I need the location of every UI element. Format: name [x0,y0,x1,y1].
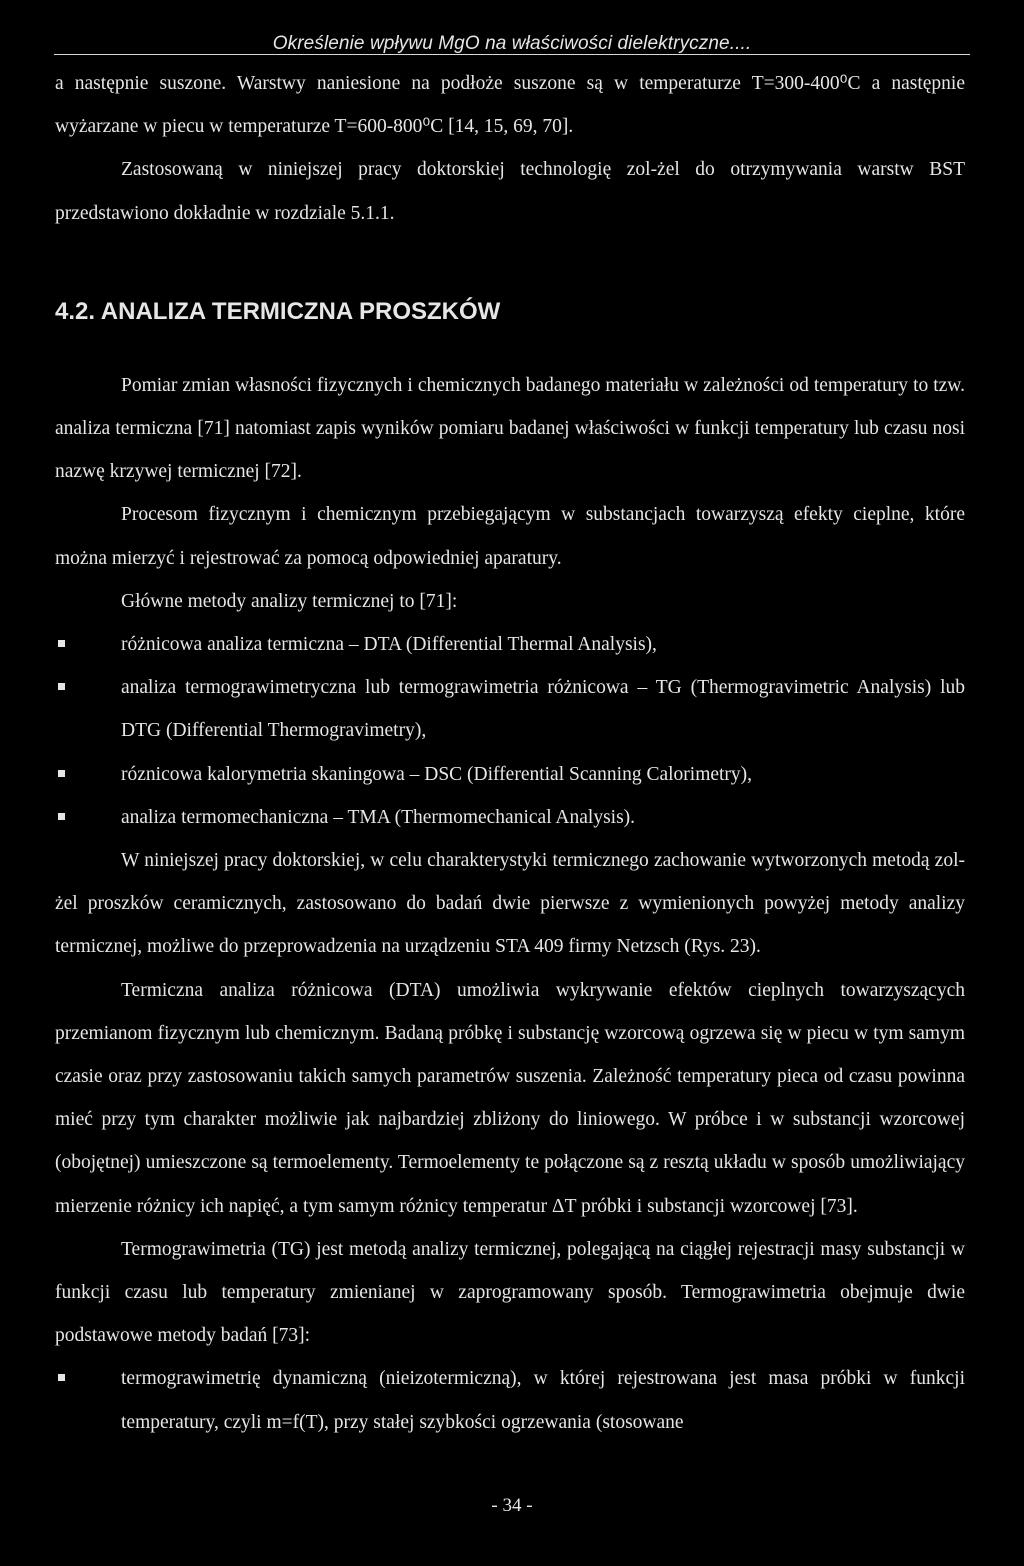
section-paragraph-5: Termiczna analiza różnicowa (DTA) umożliwia wykrywanie efektów cieplnych towarzyszących przemianom fizycznym lub chemicznym. Badaną próbkę i substancję wzorcową ogrzewa się w piecu w tym samym czasie oraz przy zastosowaniu takich samych parametrów suszenia. Zależność temperatury pieca od czasu powinna mieć przy tym charakter możliwie jak najbardziej zbliżony do liniowego. W próbce i w substancji wzorcowej (obojętnej) umieszczone są termoelementy. Termoelementy te połączone są z resztą układu w sposób umożliwiający mierzenie różnicy ich napięć, a tym samym różnicy temperatur ΔT próbki i substancji wzorcowej [73]. [55,979,965,1217]
intro-paragraph-2: Zastosowaną w niniejszej pracy doktorskiej technologię zol-żel do otrzymywania warstw BST przedstawiono dokładnie w rozdziale 5.1.1. [55,159,965,224]
page-body [55,62,965,1444]
section-paragraph-3: Główne metody analizy termicznej to [71]: [121,590,458,612]
section-paragraph-1: Pomiar zmian własności fizycznych i chemicznych badanego materiału w zależności od temperatury to tzw. analiza termiczna [71] natomiast zapis wyników pomiaru badanej właściwości w funkcji temperatury lub czasu nosi nazwę krzywej termicznej [72]. [55,374,965,483]
list-item: róznicowa kalorymetria skaningowa – DSC (Differential Scanning Calorimetry), [55,753,965,796]
intro-paragraph-1: a następnie suszone. Warstwy naniesione na podłoże suszone są w temperaturze T=300-400⁰C a następnie wyżarzane w piecu w temperaturze T=600-800⁰C [14, 15, 69, 70]. [55,73,965,138]
running-title: Określenie wpływu MgO na właściwości dielektryczne.... [272,33,752,54]
section-heading: 4.2. ANALIZA TERMICZNA PROSZKÓW [55,297,501,325]
section-paragraph-2: Procesom fizycznym i chemicznym przebiegającym w substancjach towarzyszą efekty cieplne, które można mierzyć i rejestrować za pomocą odpowiedniej aparatury. [55,504,965,569]
section-paragraph-6: Termograwimetria (TG) jest metodą analizy termicznej, polegającą na ciągłej rejestracji masy substancji w funkcji czasu lub temperatury zmienianej w zaprogramowany sposób. Termograwimetria obejmuje dwie podstawowe metody badań [73]: [55,1238,965,1347]
header-rule [54,54,970,55]
list-item: termograwimetrię dynamiczną (nieizotermiczną), w której rejestrowana jest masa próbki w funkcji temperatury, czyli m=f(T), przy stałej szybkości ogrzewania (stosowane [55,1357,965,1443]
tg-methods-list [55,1357,965,1443]
page-number: - 34 - [491,1495,533,1516]
methods-list [55,623,965,839]
list-item: różnicowa analiza termiczna – DTA (Differential Thermal Analysis), [55,623,965,666]
list-item: analiza termograwimetryczna lub termograwimetria różnicowa – TG (Thermogravimetric Analysis) lub DTG (Differential Thermogravimetry), [55,666,965,752]
list-item: analiza termomechaniczna – TMA (Thermomechanical Analysis). [55,796,965,839]
section-paragraph-4: W niniejszej pracy doktorskiej, w celu charakterystyki termicznego zachowanie wytworzonych metodą zol-żel proszków ceramicznych, zastosowano do badań dwie pierwsze z wymienionych powyżej metody analizy termicznej, możliwe do przeprowadzenia na urządzeniu STA 409 firmy Netzsch (Rys. 23). [55,850,965,958]
